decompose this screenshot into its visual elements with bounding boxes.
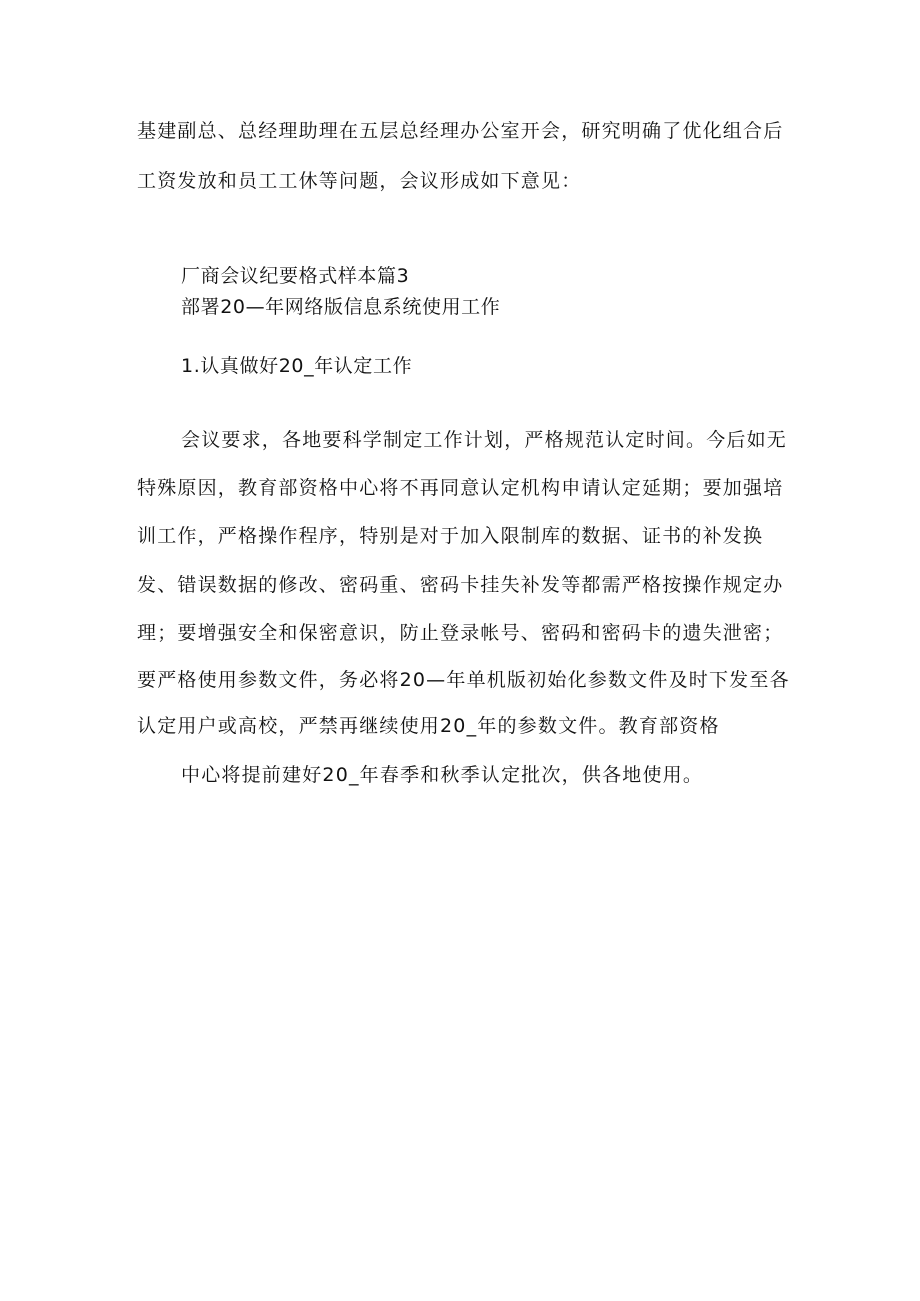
body-line-3: 训工作，严格操作程序，特别是对于加入限制库的数据、证书的补发换: [137, 525, 764, 547]
intro-line-2: 工资发放和员工工休等问题，会议形成如下意见：: [137, 170, 582, 192]
body-line-6: 要严格使用参数文件，务必将20—年单机版初始化参数文件及时下发至各: [137, 669, 790, 691]
body-line-2: 特殊原因，教育部资格中心将不再同意认定机构申请认定延期；要加强培: [137, 477, 784, 499]
section-title: 厂商会议纪要格式样本篇3: [181, 265, 410, 287]
body-line-1: 会议要求，各地要科学制定工作计划，严格规范认定时间。今后如无: [181, 429, 788, 451]
closing-line: 中心将提前建好20_年春季和秋季认定批次，供各地使用。: [181, 764, 704, 786]
item-heading: 1.认真做好20_年认定工作: [181, 355, 413, 377]
body-line-5: 理；要增强安全和保密意识，防止登录帐号、密码和密码卡的遗失泄密；: [137, 622, 784, 644]
section-subtitle: 部署20—年网络版信息系统使用工作: [181, 296, 501, 318]
body-line-4: 发、错误数据的修改、密码重、密码卡挂失补发等都需严格按操作规定办: [137, 574, 784, 596]
body-line-7: 认定用户或高校，严禁再继续使用20_年的参数文件。教育部资格: [137, 715, 720, 737]
intro-line-1: 基建副总、总经理助理在五层总经理办公室开会，研究明确了优化组合后: [137, 120, 784, 142]
